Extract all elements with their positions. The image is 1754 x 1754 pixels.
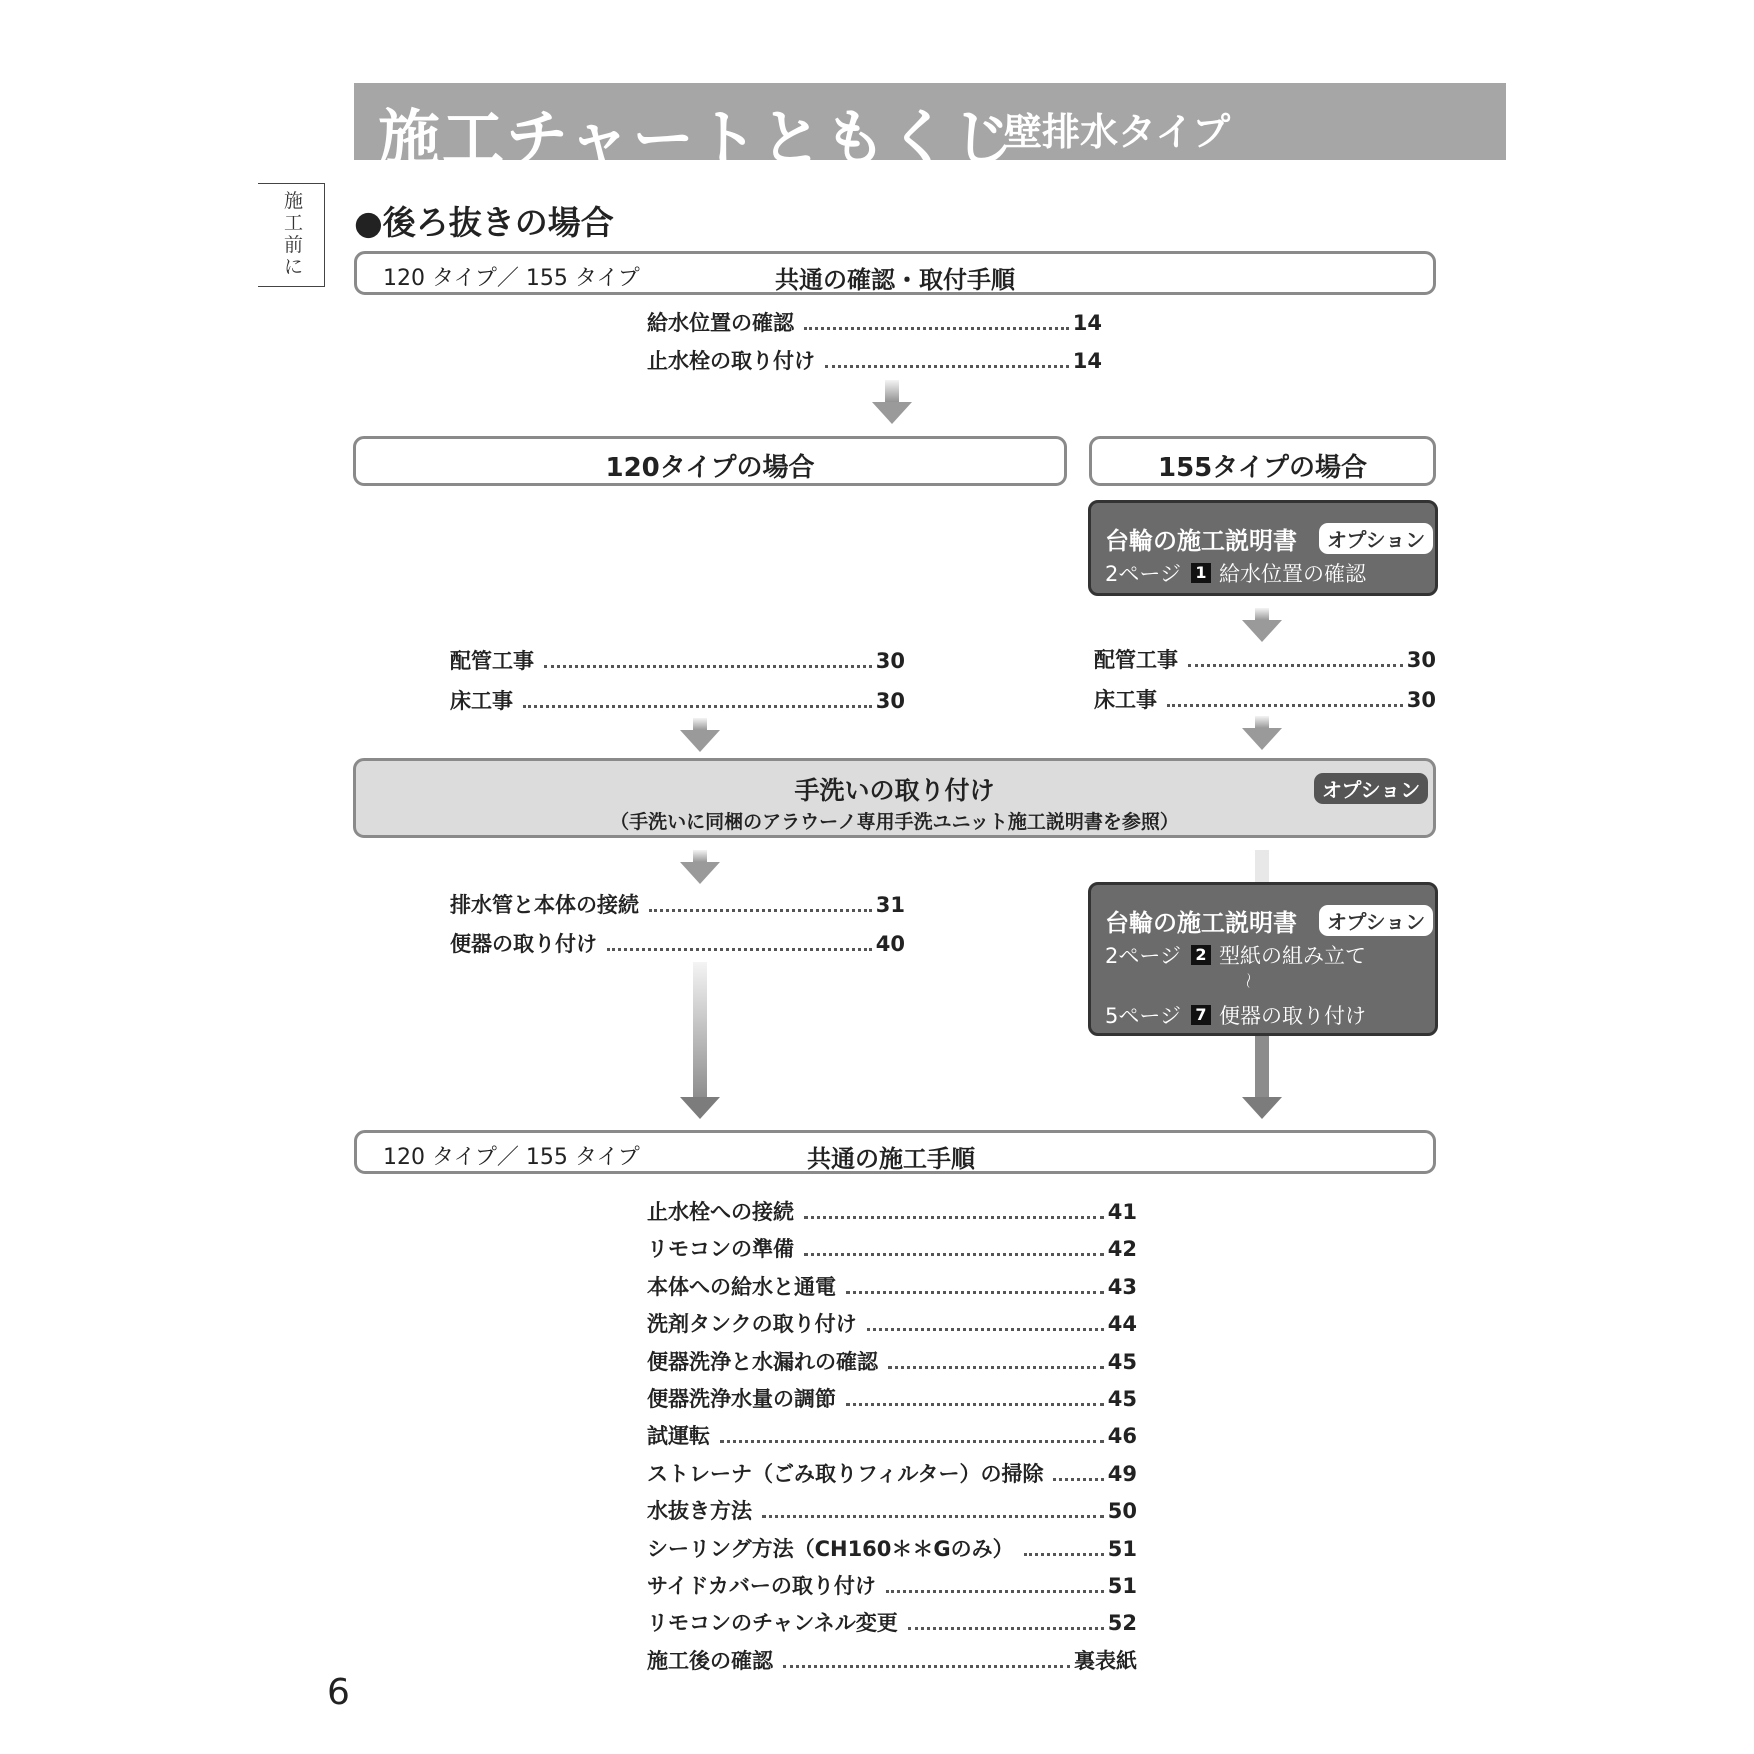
leader-dots bbox=[804, 1216, 1104, 1219]
toc-entry bbox=[647, 1233, 1137, 1270]
toc-label: 便器の取り付け bbox=[450, 932, 597, 956]
base-manual-title: 台輪の施工説明書 bbox=[1105, 527, 1297, 555]
toc-page: 40 bbox=[875, 932, 905, 956]
leader-dots bbox=[1188, 664, 1403, 667]
flow-arrow-down-icon bbox=[1242, 620, 1282, 642]
toc-label: 便器洗浄水量の調節 bbox=[647, 1386, 836, 1411]
leader-dots bbox=[544, 665, 872, 668]
toc-label: 便器洗浄と水漏れの確認 bbox=[647, 1349, 878, 1374]
leader-dots bbox=[523, 705, 872, 708]
box-title: 共通の確認・取付手順 bbox=[775, 266, 1015, 294]
toc-label: ストレーナ（ごみ取りフィルター）の掃除 bbox=[647, 1461, 1044, 1486]
toc-label: 配管工事 bbox=[1094, 648, 1178, 672]
step-number-badge: 2 bbox=[1191, 945, 1211, 965]
leader-dots bbox=[886, 1590, 1104, 1593]
step-number-badge: 7 bbox=[1191, 1005, 1211, 1025]
toc-label: 止水栓への接続 bbox=[647, 1200, 794, 1224]
manual-step-row bbox=[1105, 1000, 1366, 1030]
manual-step-text: 便器の取り付け bbox=[1218, 1004, 1366, 1028]
toc-label: リモコンの準備 bbox=[647, 1237, 794, 1262]
toc-page: 42 bbox=[1107, 1237, 1137, 1262]
step-number-badge: 1 bbox=[1191, 563, 1211, 583]
type-155-title: 155タイプの場合 bbox=[1158, 453, 1367, 483]
toc-entry bbox=[647, 307, 1102, 337]
toc-page: 30 bbox=[1406, 688, 1436, 712]
toc-page: 49 bbox=[1107, 1461, 1137, 1486]
leader-dots bbox=[804, 1253, 1104, 1256]
range-tilde: ～ bbox=[1238, 972, 1258, 989]
toc-page: 51 bbox=[1107, 1573, 1137, 1598]
toc-page: 14 bbox=[1072, 311, 1102, 335]
flow-arrow-down-icon bbox=[680, 1097, 720, 1119]
leader-dots bbox=[846, 1291, 1104, 1294]
toc-entry bbox=[647, 1570, 1137, 1607]
leader-dots bbox=[867, 1328, 1104, 1331]
manual-page: 5ページ bbox=[1105, 1004, 1181, 1028]
base-manual-box-2 bbox=[1088, 882, 1438, 1036]
toc-entry bbox=[647, 1308, 1137, 1345]
flow-arrow-stem bbox=[693, 962, 707, 1102]
toc-page: 裏表紙 bbox=[1074, 1648, 1137, 1673]
toc-label: 床工事 bbox=[1094, 688, 1157, 712]
toc-page: 52 bbox=[1107, 1611, 1137, 1636]
toc-entry bbox=[450, 889, 905, 919]
base-manual-box-1 bbox=[1088, 500, 1438, 596]
leader-dots bbox=[825, 365, 1069, 368]
title-bar bbox=[354, 83, 1506, 175]
flow-arrow-stem bbox=[1255, 850, 1269, 884]
handwash-box bbox=[353, 758, 1436, 838]
toc-page: 31 bbox=[875, 893, 905, 917]
toc-page: 45 bbox=[1107, 1386, 1137, 1411]
toc-page: 51 bbox=[1107, 1536, 1137, 1561]
toc-entry bbox=[647, 1495, 1137, 1532]
section-heading: ●後ろ抜きの場合 bbox=[354, 203, 614, 242]
toc-page: 30 bbox=[875, 689, 905, 713]
leader-dots bbox=[908, 1627, 1104, 1630]
toc-entry bbox=[647, 1346, 1137, 1383]
manual-step-row bbox=[1105, 558, 1366, 588]
leader-dots bbox=[720, 1440, 1104, 1443]
toc-label: シーリング方法（CH160＊＊Gのみ） bbox=[647, 1536, 1014, 1561]
leader-dots bbox=[888, 1366, 1104, 1369]
toc-entry bbox=[647, 1645, 1137, 1682]
toc-entry bbox=[450, 685, 905, 715]
toc-label: 床工事 bbox=[450, 689, 513, 713]
type-155-box bbox=[1089, 436, 1436, 486]
toc-label: リモコンのチャンネル変更 bbox=[647, 1611, 898, 1636]
toc-page: 41 bbox=[1107, 1200, 1137, 1224]
leader-dots bbox=[762, 1515, 1104, 1518]
page-subtitle: 壁排水タイプ bbox=[1004, 110, 1231, 154]
page-title: 施工チャートともくじ bbox=[378, 102, 1017, 175]
toc-label: 配管工事 bbox=[450, 649, 534, 673]
base-manual-title: 台輪の施工説明書 bbox=[1105, 909, 1297, 937]
toc-entry bbox=[647, 1383, 1137, 1420]
toc-label: 排水管と本体の接続 bbox=[450, 893, 639, 917]
side-tab-label: 施工前に bbox=[284, 190, 304, 278]
manual-step-text: 型紙の組み立て bbox=[1218, 944, 1366, 968]
leader-dots bbox=[649, 909, 872, 912]
toc-entry bbox=[450, 645, 905, 675]
toc-page: 14 bbox=[1072, 349, 1102, 373]
toc-label: サイドカバーの取り付け bbox=[647, 1573, 876, 1598]
leader-dots bbox=[783, 1665, 1070, 1668]
flow-arrow-down-icon bbox=[872, 402, 912, 424]
toc-label: 止水栓の取り付け bbox=[647, 349, 815, 373]
toc-label: 施工後の確認 bbox=[647, 1648, 773, 1673]
toc-label: 洗剤タンクの取り付け bbox=[647, 1312, 857, 1337]
manual-step-row bbox=[1105, 940, 1366, 970]
toc-page: 50 bbox=[1107, 1499, 1137, 1524]
toc-page: 30 bbox=[1406, 648, 1436, 672]
leader-dots bbox=[1167, 704, 1403, 707]
toc-page: 45 bbox=[1107, 1349, 1137, 1374]
flow-arrow-stem bbox=[1255, 1036, 1269, 1102]
toc-entry bbox=[1094, 644, 1436, 674]
box-types-label: 120 タイプ／ 155 タイプ bbox=[383, 1145, 640, 1170]
page-number: 6 bbox=[327, 1672, 350, 1713]
leader-dots bbox=[804, 327, 1069, 330]
toc-entry bbox=[647, 1533, 1137, 1570]
option-badge: オプション bbox=[1319, 523, 1433, 554]
handwash-note: （手洗いに同梱のアラウーノ専用手洗ユニット施工説明書を参照） bbox=[610, 811, 1179, 833]
leader-dots bbox=[1053, 1478, 1103, 1481]
flow-arrow-down-icon bbox=[1242, 1097, 1282, 1119]
type-120-box bbox=[353, 436, 1067, 486]
leader-dots bbox=[846, 1403, 1104, 1406]
toc-bottom-list bbox=[647, 1196, 1137, 1682]
toc-page: 43 bbox=[1107, 1274, 1137, 1299]
common-check-box bbox=[354, 251, 1436, 295]
leader-dots bbox=[1024, 1553, 1104, 1556]
toc-entry bbox=[647, 1420, 1137, 1457]
toc-page: 46 bbox=[1107, 1424, 1137, 1449]
toc-page: 30 bbox=[875, 649, 905, 673]
toc-entry bbox=[647, 345, 1102, 375]
toc-entry bbox=[647, 1196, 1137, 1233]
option-badge: オプション bbox=[1319, 905, 1433, 936]
toc-entry bbox=[450, 928, 905, 958]
toc-entry bbox=[647, 1607, 1137, 1644]
toc-label: 給水位置の確認 bbox=[647, 311, 794, 335]
toc-label: 試運転 bbox=[647, 1424, 710, 1449]
toc-label: 本体への給水と通電 bbox=[647, 1274, 836, 1299]
flow-arrow-down-icon bbox=[680, 862, 720, 884]
manual-page: 2ページ bbox=[1105, 944, 1181, 968]
option-badge: オプション bbox=[1314, 773, 1428, 804]
manual-step-text: 給水位置の確認 bbox=[1218, 562, 1366, 586]
type-120-title: 120タイプの場合 bbox=[605, 453, 815, 483]
leader-dots bbox=[607, 948, 872, 951]
side-tab bbox=[258, 183, 325, 287]
toc-label: 水抜き方法 bbox=[647, 1499, 752, 1524]
box-title: 共通の施工手順 bbox=[807, 1145, 975, 1173]
manual-page: 2ページ bbox=[1105, 562, 1181, 586]
flow-arrow-down-icon bbox=[1242, 728, 1282, 750]
flow-arrow-stem bbox=[885, 380, 899, 404]
flow-arrow-down-icon bbox=[680, 730, 720, 752]
toc-entry bbox=[1094, 684, 1436, 714]
toc-entry bbox=[647, 1271, 1137, 1308]
common-procedure-box bbox=[354, 1130, 1436, 1174]
toc-page: 44 bbox=[1107, 1312, 1137, 1337]
box-types-label: 120 タイプ／ 155 タイプ bbox=[383, 266, 640, 291]
handwash-title: 手洗いの取り付け bbox=[794, 776, 995, 805]
toc-entry bbox=[647, 1458, 1137, 1495]
